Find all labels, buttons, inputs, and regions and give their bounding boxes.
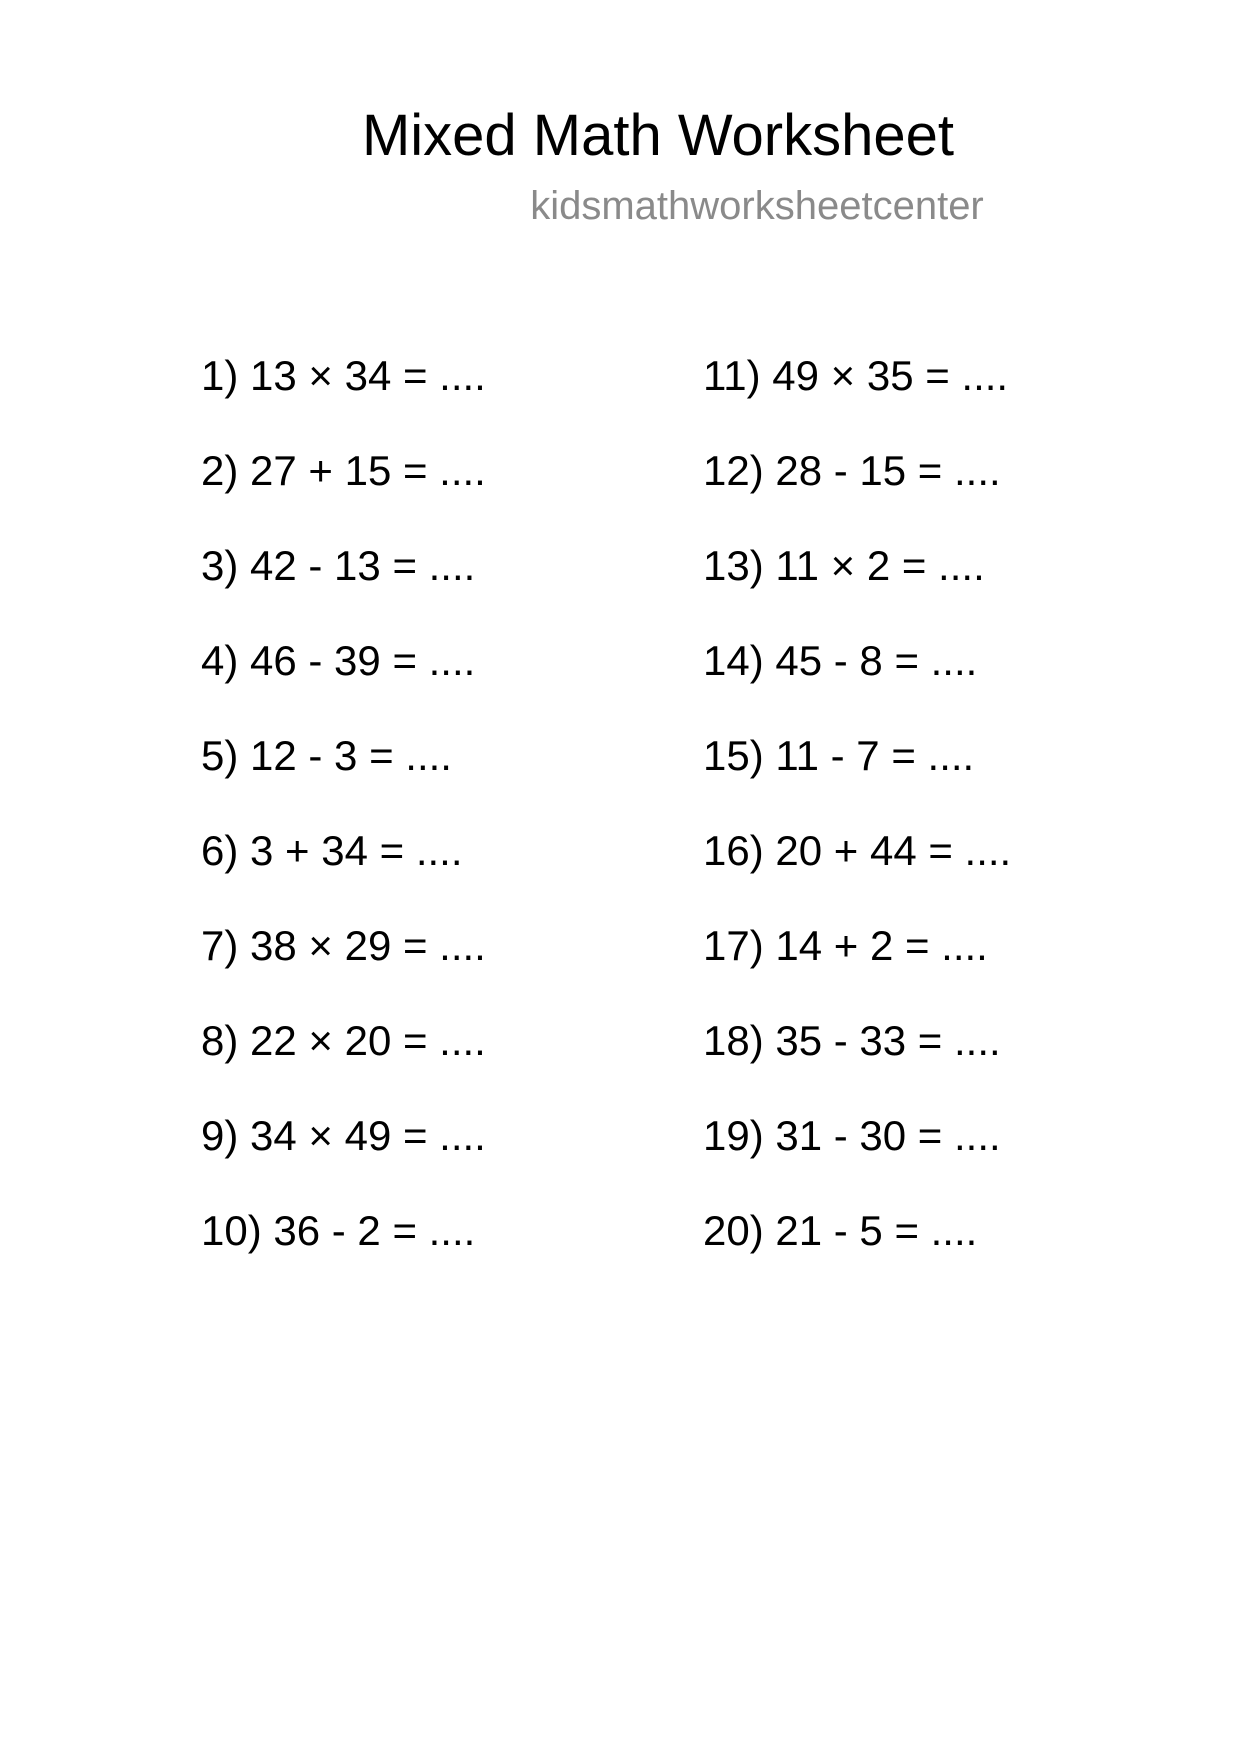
- problem-column-right: [703, 352, 1011, 1302]
- problem-item-16: 16) 20 + 44 = ....: [703, 827, 1012, 874]
- problem-column-left: [201, 352, 486, 1302]
- problem-item-2: 2) 27 + 15 = ....: [201, 447, 486, 494]
- problem-item-4: 4) 46 - 39 = ....: [201, 637, 476, 684]
- worksheet-subtitle: kidsmathworksheetcenter: [530, 184, 984, 228]
- problem-item-9: 9) 34 × 49 = ....: [201, 1112, 486, 1159]
- problem-item-19: 19) 31 - 30 = ....: [703, 1112, 1001, 1159]
- problem-item-18: 18) 35 - 33 = ....: [703, 1017, 1001, 1064]
- problem-item-7: 7) 38 × 29 = ....: [201, 922, 486, 969]
- problem-item-11: 11) 49 × 35 = ....: [703, 352, 1009, 399]
- problem-item-15: 15) 11 - 7 = ....: [703, 732, 975, 779]
- problem-item-1: 1) 13 × 34 = ....: [201, 352, 486, 399]
- problem-item-17: 17) 14 + 2 = ....: [703, 922, 988, 969]
- worksheet-title: Mixed Math Worksheet: [361, 103, 955, 168]
- problem-item-10: 10) 36 - 2 = ....: [201, 1207, 476, 1254]
- problem-item-8: 8) 22 × 20 = ....: [201, 1017, 486, 1064]
- problem-item-6: 6) 3 + 34 = ....: [201, 827, 463, 874]
- problem-item-13: 13) 11 × 2 = ....: [703, 542, 985, 589]
- problem-item-20: 20) 21 - 5 = ....: [703, 1207, 978, 1254]
- problem-item-14: 14) 45 - 8 = ....: [703, 637, 978, 684]
- problem-item-12: 12) 28 - 15 = ....: [703, 447, 1001, 494]
- problem-item-5: 5) 12 - 3 = ....: [201, 732, 452, 779]
- problem-item-3: 3) 42 - 13 = ....: [201, 542, 476, 589]
